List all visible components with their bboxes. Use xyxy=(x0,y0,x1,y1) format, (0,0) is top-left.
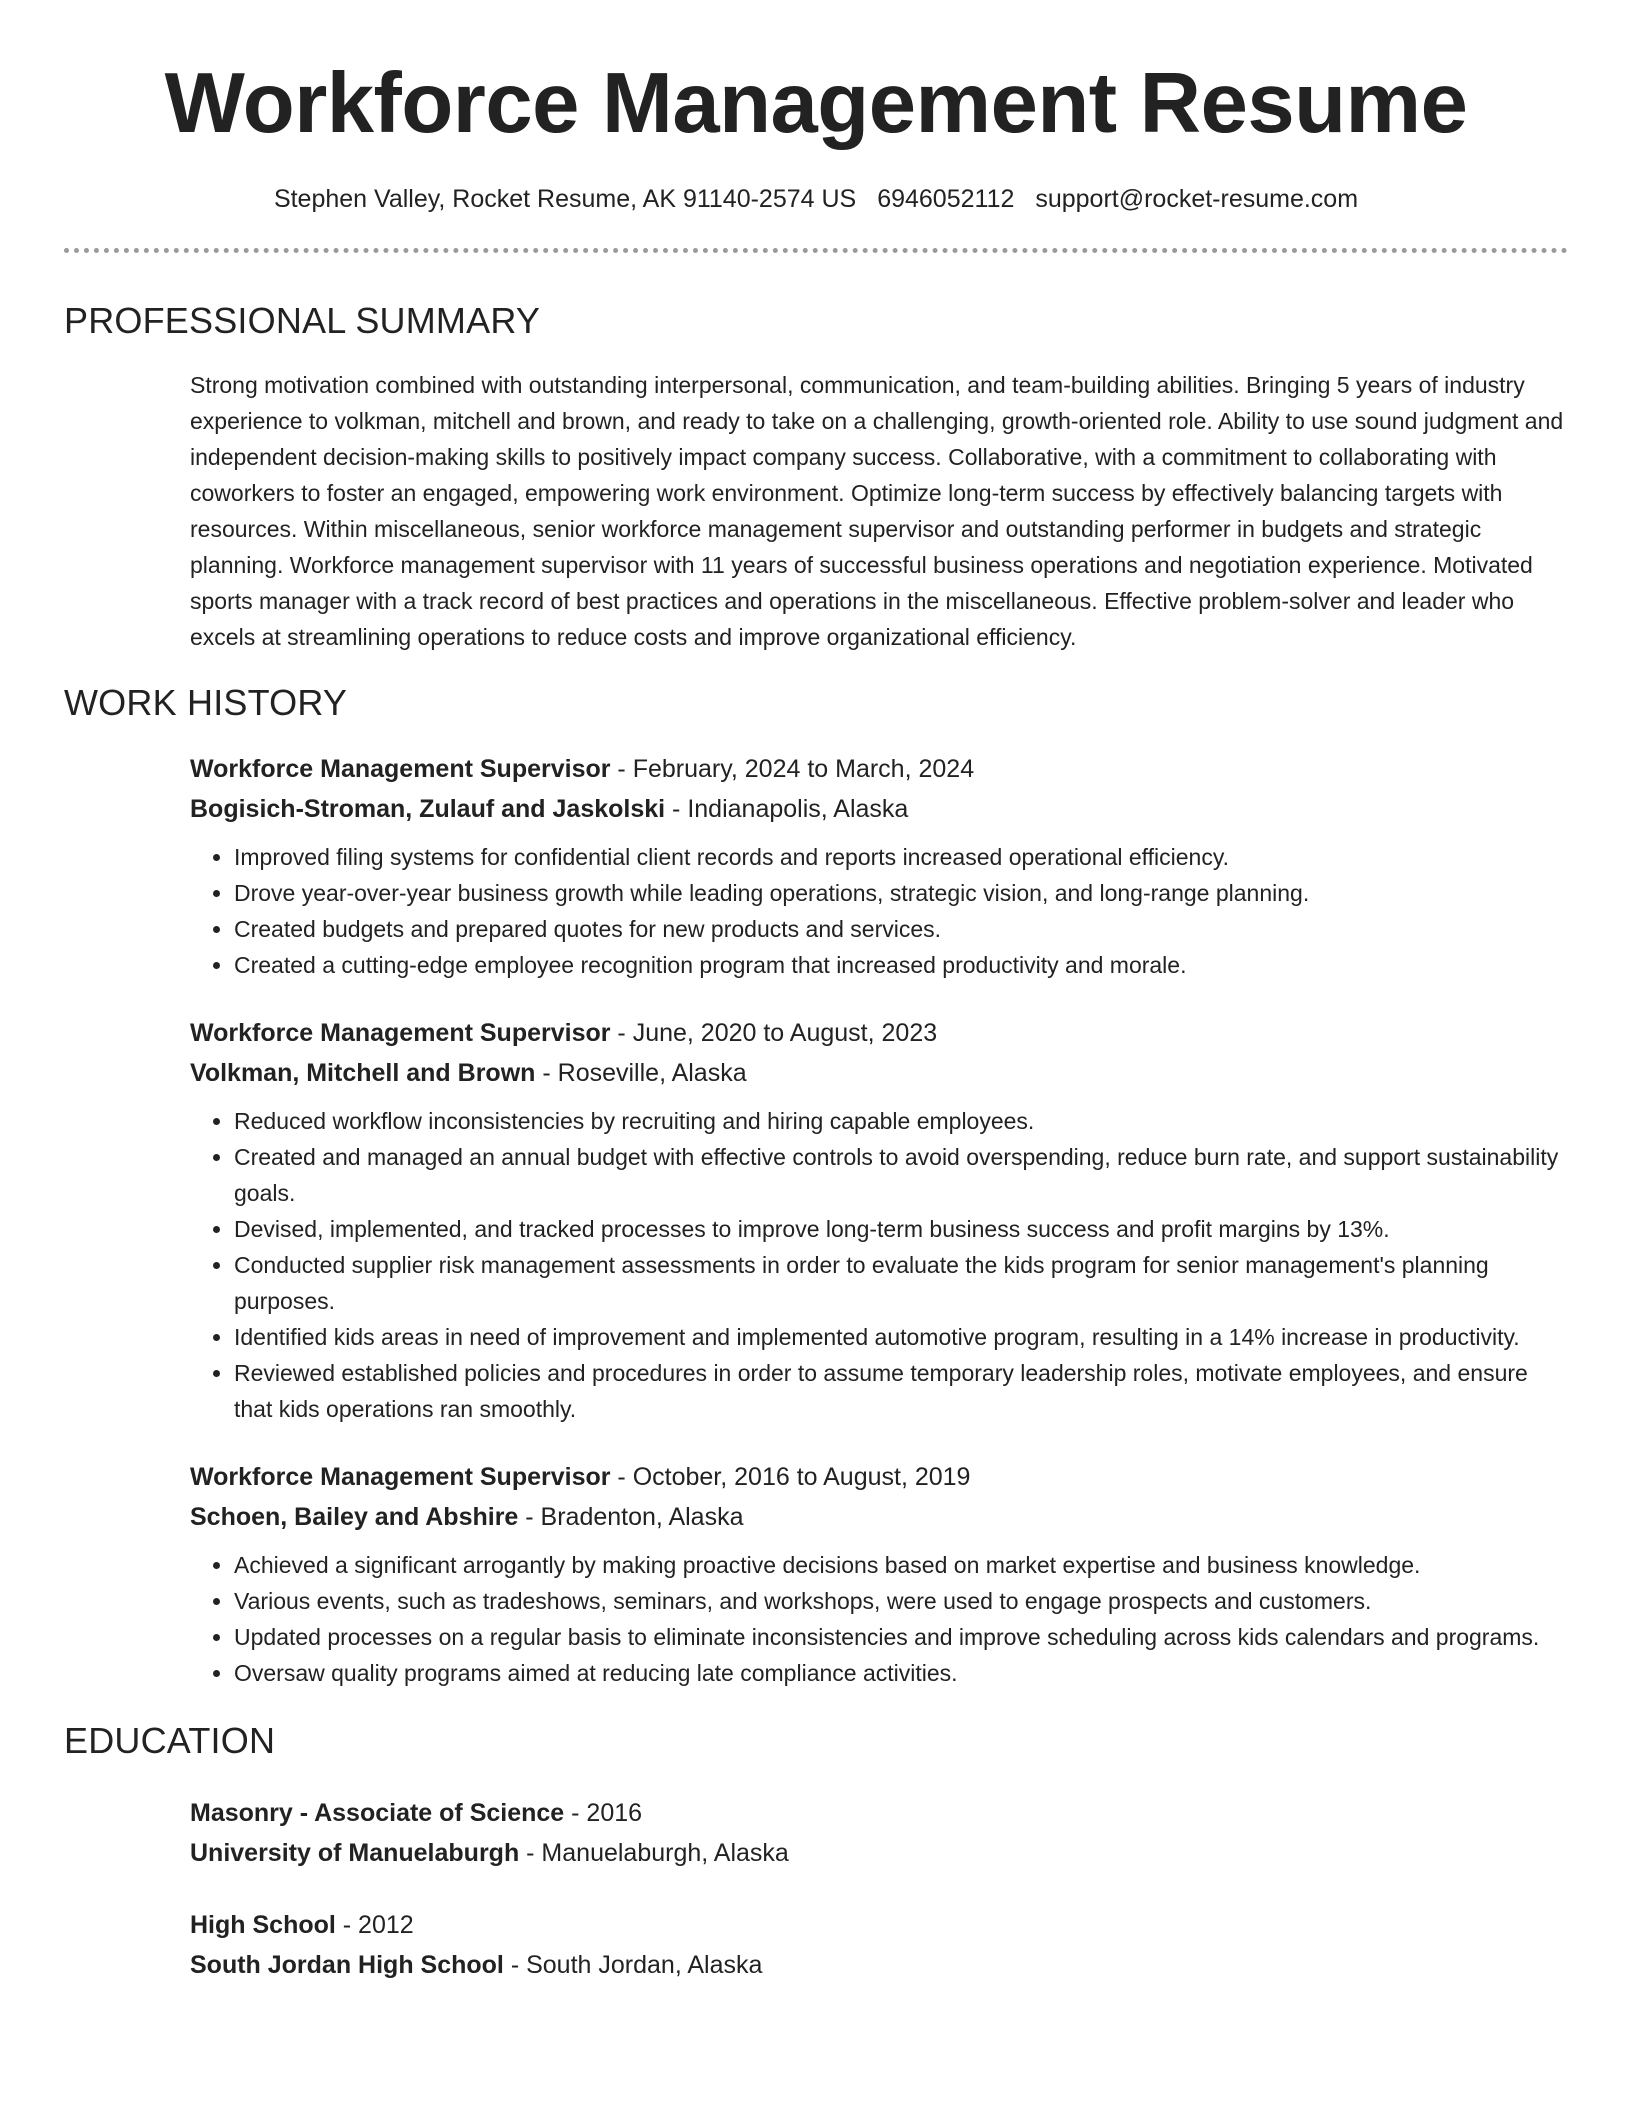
job-entry xyxy=(190,1013,1568,1427)
contact-line xyxy=(64,182,1568,216)
education-school-line xyxy=(190,1833,1568,1873)
contact-email: support@rocket-resume.com xyxy=(1035,185,1359,213)
job-bullet: • Devised, implemented, and tracked processes to improve long-term business success and profit margins by 13%. xyxy=(234,1211,1568,1247)
job-bullets xyxy=(190,1547,1568,1691)
job-bullet: • Conducted supplier risk management assessments in order to evaluate the kids program for senior management's planning purposes. xyxy=(234,1247,1568,1319)
job-company-line xyxy=(190,789,1568,829)
job-company-line xyxy=(190,1497,1568,1537)
job-bullet: • Reviewed established policies and procedures in order to assume temporary leadership roles, motivate employees, and ensure that kids operations ran smoothly. xyxy=(234,1355,1568,1427)
education-degree-line xyxy=(190,1793,1568,1833)
job-title: Workforce Management Supervisor xyxy=(190,1463,611,1491)
job-bullet: • Identified kids areas in need of improvement and implemented automotive program, resulting in a 14% increase in productivity. xyxy=(234,1319,1568,1355)
education-year: - 2016 xyxy=(564,1799,643,1827)
education-degree: High School xyxy=(190,1911,336,1939)
education-location: - South Jordan, Alaska xyxy=(503,1951,763,1979)
job-location: - Bradenton, Alaska xyxy=(518,1503,744,1531)
education-school-line xyxy=(190,1945,1568,1985)
summary-text: Strong motivation combined with outstanding interpersonal, communication, and team-building abilities. Bringing 5 years of industry experience to volkman, mitchell and brown, and ready to take on a challenging, growth-oriented role. Ability to use sound judgment and independent decision-making skills to positively impact company success. Collaborative, with a commitment to collaborating with coworkers to foster an engaged, empowering work environment. Optimize long-term success by effectively balancing targets with resources. Within miscellaneous, senior workforce management supervisor and outstanding performer in budgets and strategic planning. Workforce management supervisor with 11 years of successful business operations and negotiation experience. Motivated sports manager with a track record of best practices and operations in the miscellaneous. Effective problem-solver and leader who excels at streamlining operations to reduce costs and improve organizational efficiency. xyxy=(190,372,1564,650)
job-bullet: • Created a cutting-edge employee recognition program that increased productivity and morale. xyxy=(234,947,1568,983)
job-bullet: • Created and managed an annual budget with effective controls to avoid overspending, reduce burn rate, and support sustainability goals. xyxy=(234,1139,1568,1211)
work-history-heading: WORK HISTORY xyxy=(64,682,348,723)
job-bullet: • Reduced workflow inconsistencies by recruiting and hiring capable employees. xyxy=(234,1103,1568,1139)
header-divider xyxy=(64,248,1568,253)
resume-title: Workforce Management Resume xyxy=(164,56,1468,151)
job-company: Schoen, Bailey and Abshire xyxy=(190,1503,519,1531)
education-year: - 2012 xyxy=(335,1911,414,1939)
job-bullet: • Various events, such as tradeshows, seminars, and workshops, were used to engage prospects and customers. xyxy=(234,1583,1568,1619)
job-title: Workforce Management Supervisor xyxy=(190,755,611,783)
job-bullet: • Improved filing systems for confidential client records and reports increased operational efficiency. xyxy=(234,839,1568,875)
education-section xyxy=(190,1793,1568,1985)
job-bullet: • Oversaw quality programs aimed at reducing late compliance activities. xyxy=(234,1655,1568,1691)
education-school: University of Manuelaburgh xyxy=(190,1839,520,1867)
summary-section xyxy=(190,367,1568,655)
job-dates: - June, 2020 to August, 2023 xyxy=(610,1019,938,1047)
education-entry xyxy=(190,1793,1568,1873)
job-title-line xyxy=(190,749,1568,789)
education-entry xyxy=(190,1905,1568,1985)
contact-phone: 6946052112 xyxy=(877,185,1015,213)
job-bullet: • Achieved a significant arrogantly by making proactive decisions based on market expertise and business knowledge. xyxy=(234,1547,1568,1583)
job-dates: - February, 2024 to March, 2024 xyxy=(610,755,975,783)
education-degree-line xyxy=(190,1905,1568,1945)
job-company: Volkman, Mitchell and Brown xyxy=(190,1059,536,1087)
job-title-line xyxy=(190,1013,1568,1053)
contact-address: Stephen Valley, Rocket Resume, AK 91140-2574 US xyxy=(273,185,857,213)
job-entry xyxy=(190,749,1568,983)
education-school: South Jordan High School xyxy=(190,1951,504,1979)
education-heading: EDUCATION xyxy=(64,1720,276,1761)
job-bullet: • Drove year-over-year business growth while leading operations, strategic vision, and long-range planning. xyxy=(234,875,1568,911)
job-bullets xyxy=(190,1103,1568,1427)
job-title: Workforce Management Supervisor xyxy=(190,1019,611,1047)
job-location: - Roseville, Alaska xyxy=(535,1059,747,1087)
job-bullet: • Created budgets and prepared quotes for new products and services. xyxy=(234,911,1568,947)
work-history-section xyxy=(190,749,1568,1691)
summary-heading: PROFESSIONAL SUMMARY xyxy=(64,300,541,341)
job-location: - Indianapolis, Alaska xyxy=(665,795,909,823)
job-company-line xyxy=(190,1053,1568,1093)
job-dates: - October, 2016 to August, 2019 xyxy=(610,1463,971,1491)
job-title-line xyxy=(190,1457,1568,1497)
job-bullets xyxy=(190,839,1568,983)
job-entry xyxy=(190,1457,1568,1691)
job-company: Bogisich-Stroman, Zulauf and Jaskolski xyxy=(190,795,666,823)
education-degree: Masonry - Associate of Science xyxy=(190,1799,565,1827)
education-location: - Manuelaburgh, Alaska xyxy=(519,1839,789,1867)
job-bullet: • Updated processes on a regular basis to eliminate inconsistencies and improve scheduling across kids calendars and programs. xyxy=(234,1619,1568,1655)
